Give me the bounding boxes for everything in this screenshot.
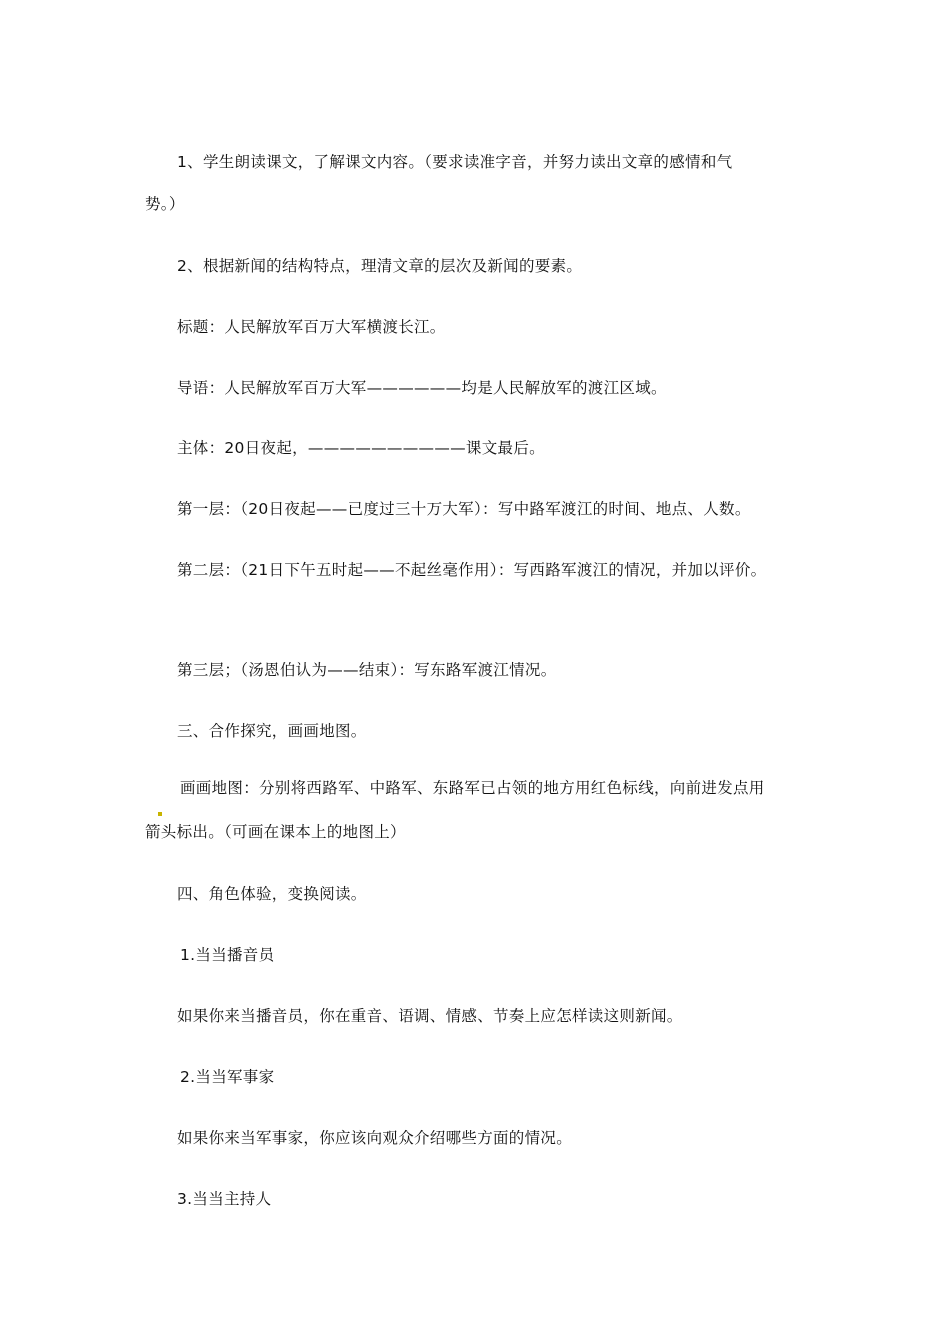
bullet-marker — [158, 812, 162, 816]
section-four-heading: 四、角色体验，变换阅读。 — [177, 885, 367, 903]
role-1-title: 1.当当播音员 — [180, 946, 275, 964]
role-1-text: 如果你来当播音员，你在重音、语调、情感、节奏上应怎样读这则新闻。 — [177, 1007, 683, 1025]
map-task-line-1: 画画地图：分别将西路军、中路军、东路军已占领的地方用红色标线，向前进发点用 — [180, 779, 765, 797]
layer-one: 第一层：（20日夜起——已度过三十万大军）：写中路军渡江的时间、地点、人数。 — [177, 500, 751, 518]
headline-element: 标题：人民解放军百万大军横渡长江。 — [177, 318, 446, 336]
map-task-line-2: 箭头标出。（可画在课本上的地图上） — [145, 823, 406, 841]
role-3-title: 3.当当主持人 — [177, 1190, 272, 1208]
role-2-title: 2.当当军事家 — [180, 1068, 275, 1086]
body-element: 主体：20日夜起，——————————课文最后。 — [177, 439, 545, 457]
paragraph-2: 2、根据新闻的结构特点，理清文章的层次及新闻的要素。 — [177, 257, 583, 275]
lead-element: 导语：人民解放军百万大军——————均是人民解放军的渡江区域。 — [177, 379, 667, 397]
paragraph-1-line-2: 势。） — [145, 195, 185, 213]
paragraph-1-line-1: 1、学生朗读课文，了解课文内容。（要求读准字音，并努力读出文章的感情和气 — [177, 153, 733, 171]
section-three-heading: 三、合作探究，画画地图。 — [177, 722, 367, 740]
layer-three: 第三层；（汤恩伯认为——结束）：写东路军渡江情况。 — [177, 661, 557, 679]
layer-two: 第二层：（21日下午五时起——不起丝毫作用）：写西路军渡江的情况，并加以评价。 — [177, 561, 767, 579]
role-2-text: 如果你来当军事家，你应该向观众介绍哪些方面的情况。 — [177, 1129, 573, 1147]
